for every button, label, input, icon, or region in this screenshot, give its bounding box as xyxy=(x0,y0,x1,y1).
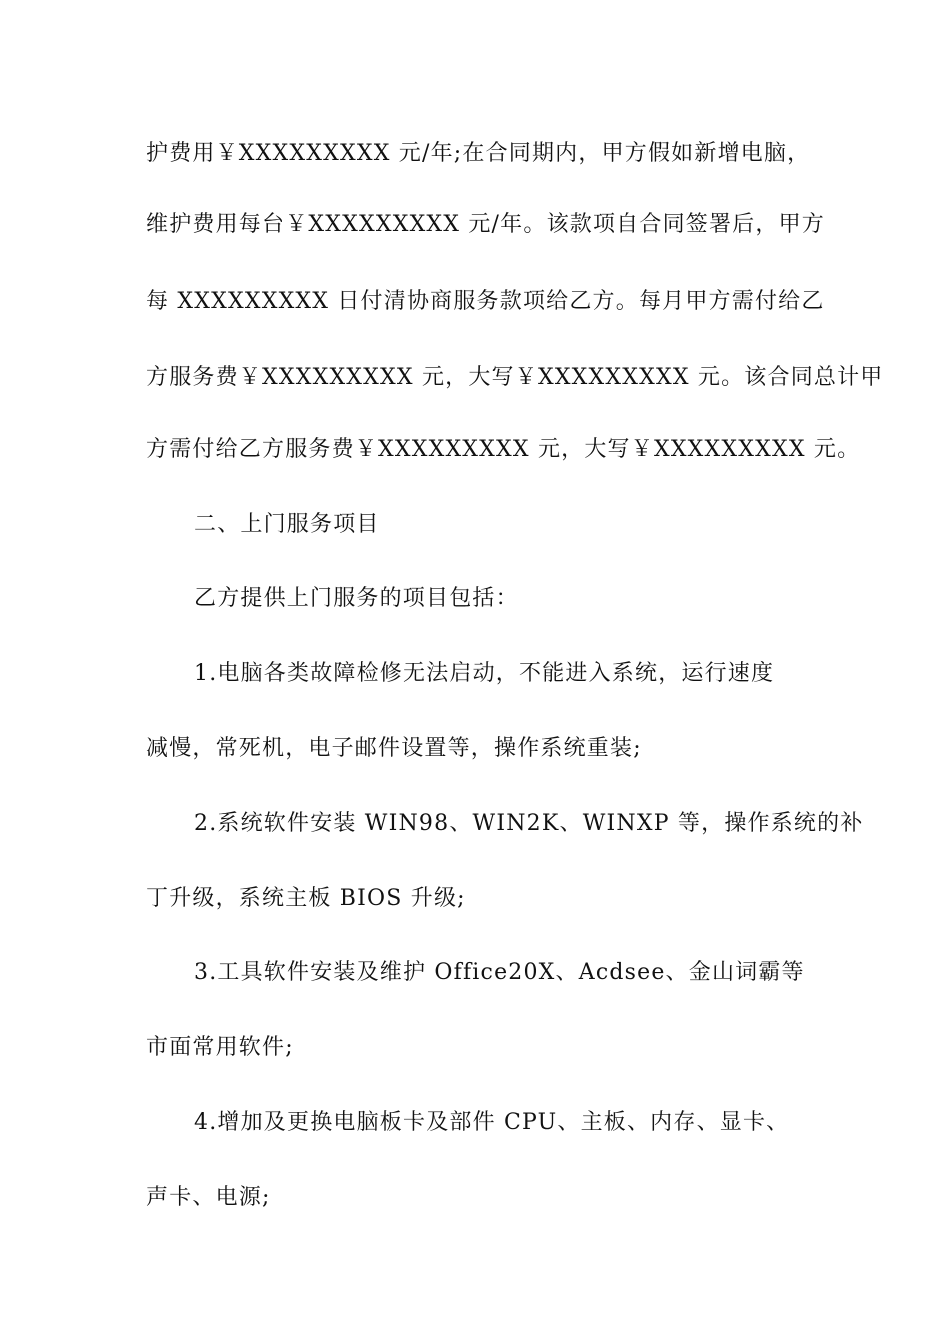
text-line: 声卡、电源; xyxy=(146,1185,271,1210)
section-heading: 二、上门服务项目 xyxy=(194,512,380,537)
text-line: 每 XXXXXXXXX 日付清协商服务款项给乙方。每月甲方需付给乙 xyxy=(146,289,825,314)
text-line: 护费用￥XXXXXXXXX 元/年;在合同期内，甲方假如新增电脑， xyxy=(146,141,811,166)
list-item-1: 1.电脑各类故障检修无法启动，不能进入系统，运行速度 xyxy=(194,661,775,686)
list-item-4: 4.增加及更换电脑板卡及部件 CPU、主板、内存、显卡、 xyxy=(194,1110,790,1135)
paragraph-intro: 乙方提供上门服务的项目包括： xyxy=(194,586,519,611)
list-item-2: 2.系统软件安装 WIN98、WIN2K、WINXP 等，操作系统的补 xyxy=(194,811,864,836)
list-item-3: 3.工具软件安装及维护 Office20X、Acdsee、金山词霸等 xyxy=(194,960,805,985)
text-line: 方服务费￥XXXXXXXXX 元，大写￥XXXXXXXXX 元。该合同总计甲 xyxy=(146,365,884,390)
text-line: 维护费用每台￥XXXXXXXXX 元/年。该款项自合同签署后，甲方 xyxy=(146,212,825,237)
text-line: 方需付给乙方服务费￥XXXXXXXXX 元，大写￥XXXXXXXXX 元。 xyxy=(146,437,861,462)
text-line: 丁升级，系统主板 BIOS 升级; xyxy=(146,886,466,911)
text-line: 市面常用软件; xyxy=(146,1035,294,1060)
text-line: 减慢，常死机，电子邮件设置等，操作系统重装; xyxy=(146,736,642,761)
